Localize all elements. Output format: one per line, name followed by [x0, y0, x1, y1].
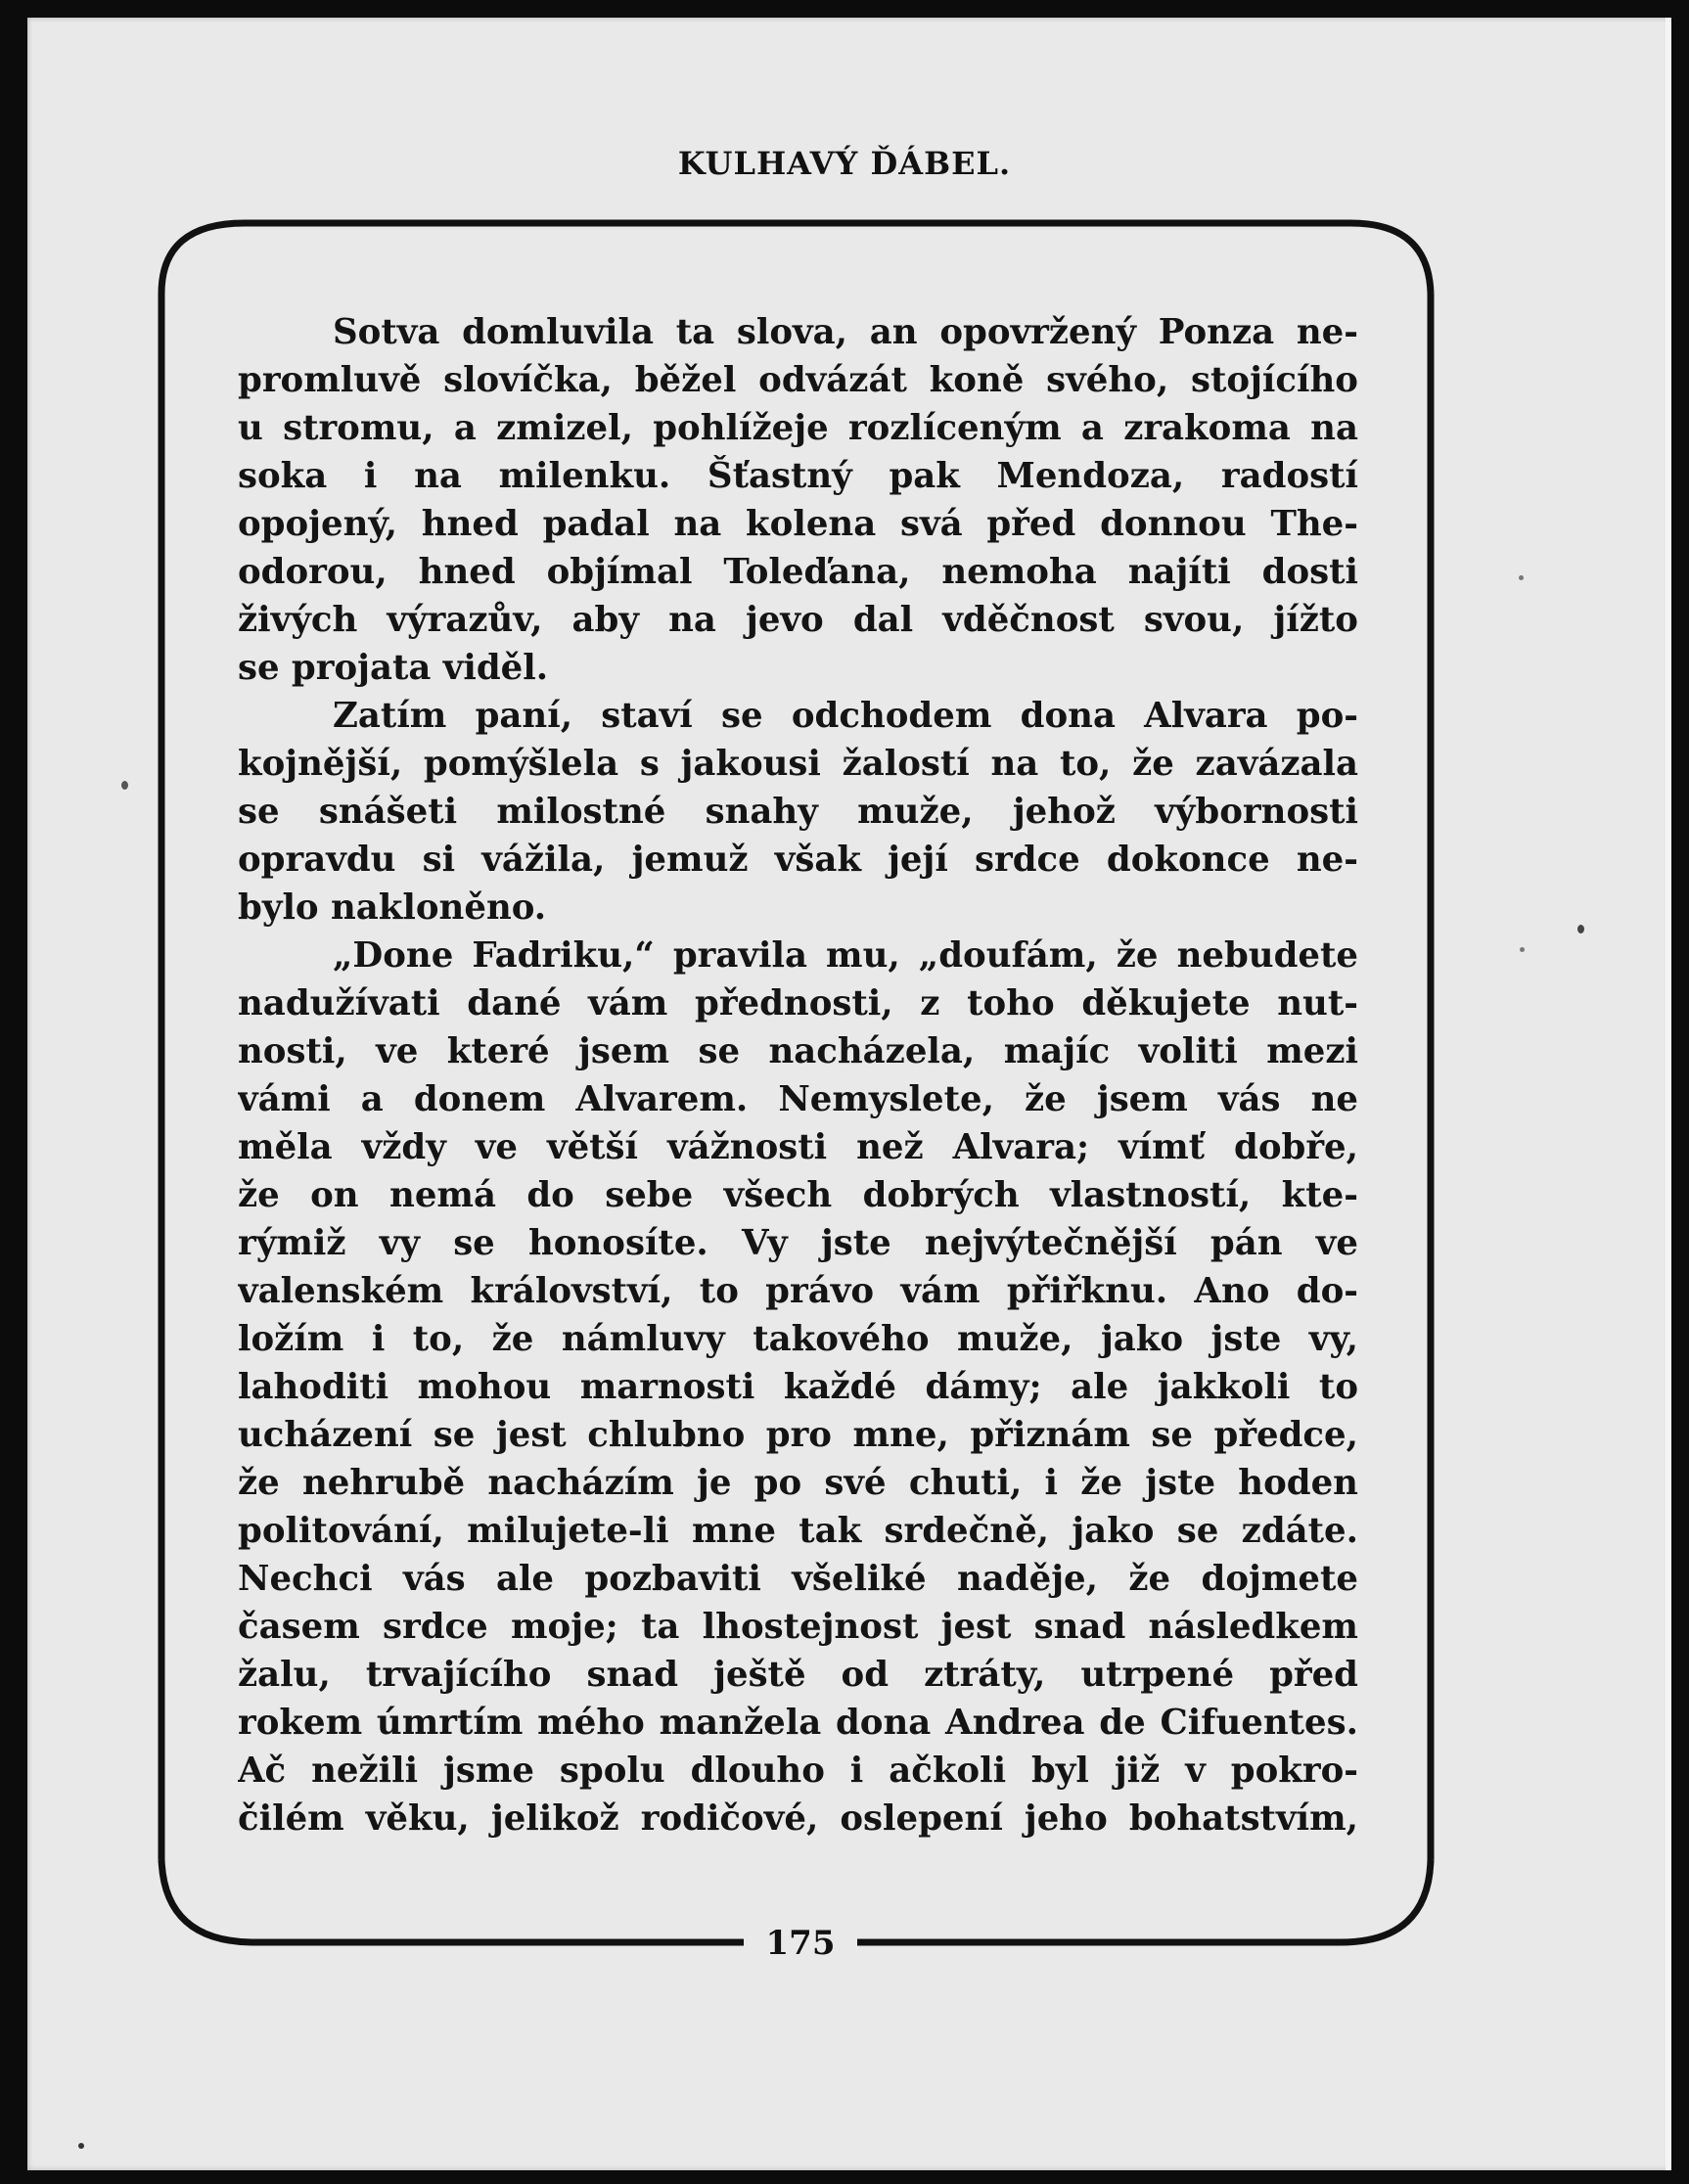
scan-speck: [121, 781, 128, 790]
text-line: opravdu si vážila, jemuž však její srdce dokonce ne-: [238, 840, 1358, 880]
text-line: rýmiž vy se honosíte. Vy jste nejvýtečnější pán ve: [238, 1223, 1358, 1263]
body-text: [238, 308, 1358, 1843]
frame-top-rule: [161, 223, 1431, 294]
text-line: se projata viděl.: [238, 648, 549, 688]
text-line: promluvě slovíčka, běžel odvázát koně svého, stojícího: [238, 360, 1358, 400]
text-line: nosti, ve které jsem se nacházela, majíc voliti mezi: [238, 1031, 1358, 1071]
page-number: 175: [765, 1924, 836, 1963]
text-line: ložím i to, že námluvy takového muže, jako jste vy,: [238, 1319, 1358, 1359]
text-line: Sotva domluvila ta slova, an opovržený Ponza ne-: [333, 312, 1358, 352]
text-line: „Done Fadriku,“ pravila mu, „doufám, že nebudete: [333, 935, 1358, 976]
frame-bottom-left-rule: [161, 1859, 744, 1942]
text-line: bylo nakloněno.: [238, 887, 547, 928]
text-line: opojený, hned padal na kolena svá před donnou The-: [238, 504, 1358, 544]
text-line: politování, milujete-li mne tak srdečně, jako se zdáte.: [238, 1511, 1358, 1551]
text-line: kojnější, pomýšlela s jakousi žalostí na to, že zavázala: [238, 744, 1358, 784]
scan-speck: [1519, 575, 1524, 580]
text-line: měla vždy ve větší vážnosti než Alvara; vímť dobře,: [238, 1127, 1358, 1167]
text-line: lahoditi mohou marnosti každé dámy; ale jakkoli to: [238, 1367, 1358, 1407]
text-line: že nehrubě nacházím je po své chuti, i že jste hoden: [238, 1463, 1358, 1503]
scan-speck: [1520, 947, 1525, 952]
text-line: žalu, trvajícího snad ještě od ztráty, utrpené před: [238, 1655, 1358, 1695]
text-line: živých výrazův, aby na jevo dal vděčnost svou, jížto: [238, 600, 1358, 640]
text-line: soka i na milenku. Šťastný pak Mendoza, radostí: [238, 456, 1358, 496]
text-line: valenském království, to právo vám přiřknu. Ano do-: [238, 1271, 1358, 1311]
text-line: rokem úmrtím mého manžela dona Andrea de Cifuentes.: [238, 1703, 1358, 1743]
text-line: čilém věku, jelikož rodičové, oslepení jeho bohatstvím,: [238, 1798, 1358, 1839]
scan-speck: [1577, 925, 1584, 933]
text-line: u stromu, a zmizel, pohlížeje rozlíceným a zrakoma na: [238, 408, 1358, 448]
text-line: časem srdce moje; ta lhostejnost jest snad následkem: [238, 1607, 1358, 1647]
text-line: odorou, hned objímal Toleďana, nemoha najíti dosti: [238, 552, 1358, 592]
running-head: KULHAVÝ ĎÁBEL.: [677, 145, 1012, 182]
text-line: nadužívati dané vám přednosti, z toho děkujete nut-: [238, 983, 1358, 1024]
text-line: Nechci vás ale pozbaviti všeliké naděje, že dojmete: [238, 1559, 1358, 1599]
text-line: se snášeti milostné snahy muže, jehož výbornosti: [238, 792, 1358, 832]
frame-bottom-right-rule: [857, 1859, 1431, 1942]
text-line: Zatím paní, staví se odchodem dona Alvara po-: [333, 696, 1358, 736]
scan-speck: [78, 2143, 84, 2149]
text-line: že on nemá do sebe všech dobrých vlastností, kte-: [238, 1175, 1358, 1215]
text-line: Ač nežili jsme spolu dlouho i ačkoli byl již v pokro-: [238, 1751, 1358, 1791]
text-line: ucházení se jest chlubno pro mne, přiznám se předce,: [238, 1415, 1358, 1455]
text-line: vámi a donem Alvarem. Nemyslete, že jsem vás ne: [238, 1079, 1358, 1119]
